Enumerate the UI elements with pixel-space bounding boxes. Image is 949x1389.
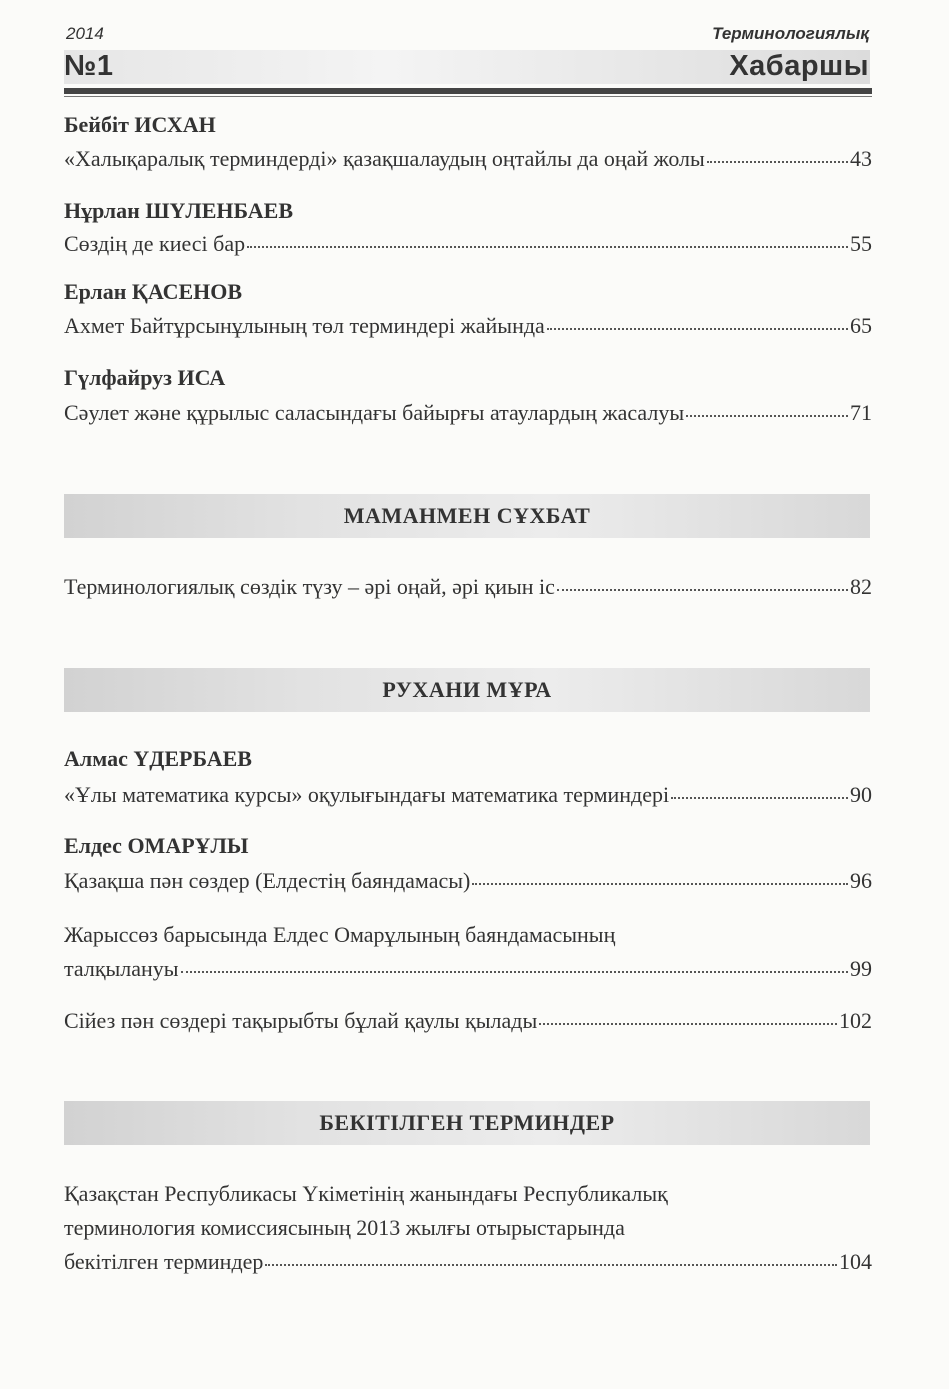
toc-entry[interactable] — [64, 231, 872, 257]
toc-entry[interactable] — [64, 868, 872, 894]
entry-title: «Халықаралық терминдерді» қазақшалаудың оңтайлы да оңай жолы — [64, 146, 705, 171]
toc-entry[interactable] — [64, 313, 872, 339]
header-rule — [64, 88, 872, 94]
entry-author: Гүлфайруз ИСА — [64, 365, 226, 390]
entry-title: Сәулет және құрылыс саласындағы байырғы атаулардың жасалуы — [64, 400, 685, 425]
toc-entry[interactable] — [64, 782, 872, 808]
entry-title: Терминологиялық сөздік түзу – әрі оңай, әрі қиын іс — [64, 574, 555, 599]
entry-title: бекітілген терминдер — [64, 1249, 264, 1274]
entry-title: Қазақша пән сөздер (Елдестің баяндамасы) — [64, 868, 471, 893]
leader-dots — [265, 1264, 837, 1266]
leader-dots — [247, 246, 848, 248]
toc-entry[interactable] — [64, 574, 872, 600]
entry-page: 65 — [850, 313, 872, 338]
toc-entry[interactable] — [64, 956, 872, 982]
entry-title: талқылануы — [64, 956, 179, 981]
entry-title: Ахмет Байтұрсынұлының төл терминдері жайында — [64, 313, 545, 338]
entry-title: «Ұлы математика курсы» оқулығындағы математика терминдері — [64, 782, 670, 807]
leader-dots — [539, 1023, 837, 1025]
section-heading: МАМАНМЕН СҰХБАТ — [64, 494, 870, 538]
entry-page: 99 — [850, 956, 872, 981]
entry-page: 104 — [839, 1249, 872, 1274]
entry-page: 90 — [850, 782, 872, 807]
entry-page: 71 — [850, 400, 872, 425]
entry-page: 82 — [850, 574, 872, 599]
entry-title-line: Қазақстан Республикасы Үкіметінің жанындағы Республикалық — [64, 1181, 668, 1206]
entry-author: Бейбіт ИСХАН — [64, 112, 216, 137]
entry-page: 96 — [850, 868, 872, 893]
entry-author: Ерлан ҚАСЕНОВ — [64, 279, 243, 304]
entry-author: Алмас ҮДЕРБАЕВ — [64, 746, 252, 771]
leader-dots — [181, 971, 848, 973]
header-title: Хабаршы — [729, 50, 869, 82]
entry-page: 102 — [839, 1008, 872, 1033]
leader-dots — [686, 415, 848, 417]
entry-title-line: Жарыссөз барысында Елдес Омарұлының баяндамасының — [64, 922, 616, 947]
leader-dots — [547, 328, 848, 330]
toc-entry[interactable] — [64, 400, 872, 426]
entry-page: 55 — [850, 231, 872, 256]
leader-dots — [557, 589, 848, 591]
section-heading: БЕКІТІЛГЕН ТЕРМИНДЕР — [64, 1101, 870, 1145]
entry-author: Елдес ОМАРҰЛЫ — [64, 833, 249, 858]
entry-page: 43 — [850, 146, 872, 171]
toc-entry[interactable] — [64, 1249, 872, 1275]
header-issue: №1 — [64, 50, 114, 82]
entry-author: Нұрлан ШҮЛЕНБАЕВ — [64, 198, 294, 223]
leader-dots — [472, 883, 848, 885]
header-journal: Терминологиялық — [712, 24, 869, 43]
leader-dots — [671, 797, 848, 799]
toc-entry[interactable] — [64, 1008, 872, 1034]
leader-dots — [707, 161, 848, 163]
header-year: 2014 — [66, 24, 104, 43]
section-heading: РУХАНИ МҰРА — [64, 668, 870, 712]
header-rule-thin — [64, 96, 872, 97]
entry-title-line: терминология комиссиясының 2013 жылғы отырыстарында — [64, 1215, 625, 1240]
entry-title: Сійез пән сөздері тақырыбты бұлай қаулы қылады — [64, 1008, 538, 1033]
toc-entry[interactable] — [64, 146, 872, 172]
entry-title: Сөздің де киесі бар — [64, 231, 246, 256]
